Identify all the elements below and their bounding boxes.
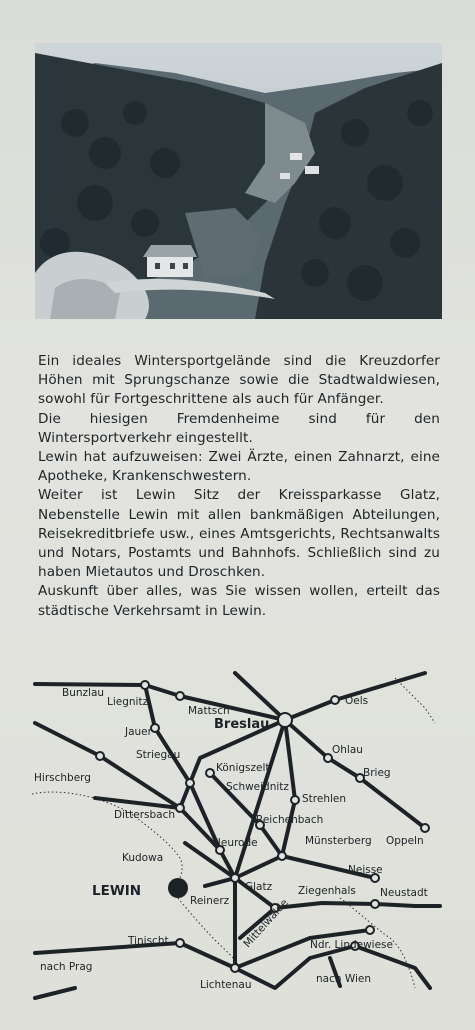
label-strehlen: Strehlen	[302, 793, 347, 805]
label-neustadt: Neustadt	[380, 887, 428, 899]
label-muensterberg: Münsterberg	[305, 835, 372, 847]
label-oels: Oels	[345, 695, 369, 707]
label-koenigszelt: Königszelt	[216, 762, 270, 774]
label-hirschberg: Hirschberg	[34, 772, 91, 784]
label-neisse: Neisse	[348, 864, 383, 876]
paragraph-einrichtungen: Weiter ist Lewin Sitz der Kreissparkasse Glatz, Nebenstelle Lewin mit allen bankmäßigen Abteilungen, Reisekreditbriefe usw., eines Amtsgerichts, Rechtsanwalts und Notars, Postamts und Bahnhofs. Schließlich sind zu haben Mietautos und Droschken.	[38, 487, 440, 581]
label-brieg: Brieg	[363, 767, 391, 779]
paragraph-wintersport: Ein ideales Wintersportgelände sind die Kreuzdorfer Höhen mit Sprungschanze sowie die Stadtwaldwiesen, sowohl für Fortgeschrittene als auch für Anfänger.	[38, 353, 440, 408]
info-text	[38, 352, 440, 621]
label-bunzlau: Bunzlau	[62, 687, 105, 699]
lewin-marker	[168, 878, 188, 898]
label-reichenbach: Reichenbach	[256, 814, 324, 826]
label-mittelwalde: Mittelwalde	[241, 896, 291, 951]
paragraph-fremdenheime: Die hiesigen Fremdenheime sind für den Wintersportverkehr eingestellt.	[38, 410, 440, 446]
label-nach-wien: nach Wien	[316, 973, 372, 985]
label-ndr-lindewiese: Ndr. Lindewiese	[310, 939, 393, 951]
railway-map	[30, 668, 445, 1013]
label-kudowa: Kudowa	[122, 852, 164, 864]
label-lewin: LEWIN	[92, 883, 142, 899]
label-ziegenhals: Ziegenhals	[298, 885, 356, 897]
label-tinischt: Tinischt	[128, 935, 169, 947]
label-liegnitz: Liegnitz	[107, 696, 149, 708]
label-jauer: Jauer	[125, 726, 152, 738]
paragraph-auskunft: Auskunft über alles, was Sie wissen wollen, erteilt das städtische Verkehrsamt in Lewin.	[38, 583, 440, 619]
label-neurode: Neurode	[213, 837, 258, 849]
label-oppeln: Oppeln	[386, 835, 424, 847]
label-nach-prag: nach Prag	[40, 961, 93, 973]
valley-photo	[35, 43, 442, 319]
label-ohlau: Ohlau	[332, 744, 363, 756]
label-reinerz: Reinerz	[190, 895, 230, 907]
label-schweidnitz: Schweidnitz	[226, 781, 289, 793]
label-mattsch: Mattsch	[188, 705, 230, 717]
label-lichtenau: Lichtenau	[200, 979, 252, 991]
label-dittersbach: Dittersbach	[114, 809, 176, 821]
label-breslau: Breslau	[214, 717, 270, 732]
paragraph-aerzte: Lewin hat aufzuweisen: Zwei Ärzte, einen Zahnarzt, eine Apotheke, Krankenschwestern.	[38, 449, 440, 485]
label-glatz: Glatz	[245, 881, 273, 893]
label-striegau: Striegau	[136, 749, 181, 761]
